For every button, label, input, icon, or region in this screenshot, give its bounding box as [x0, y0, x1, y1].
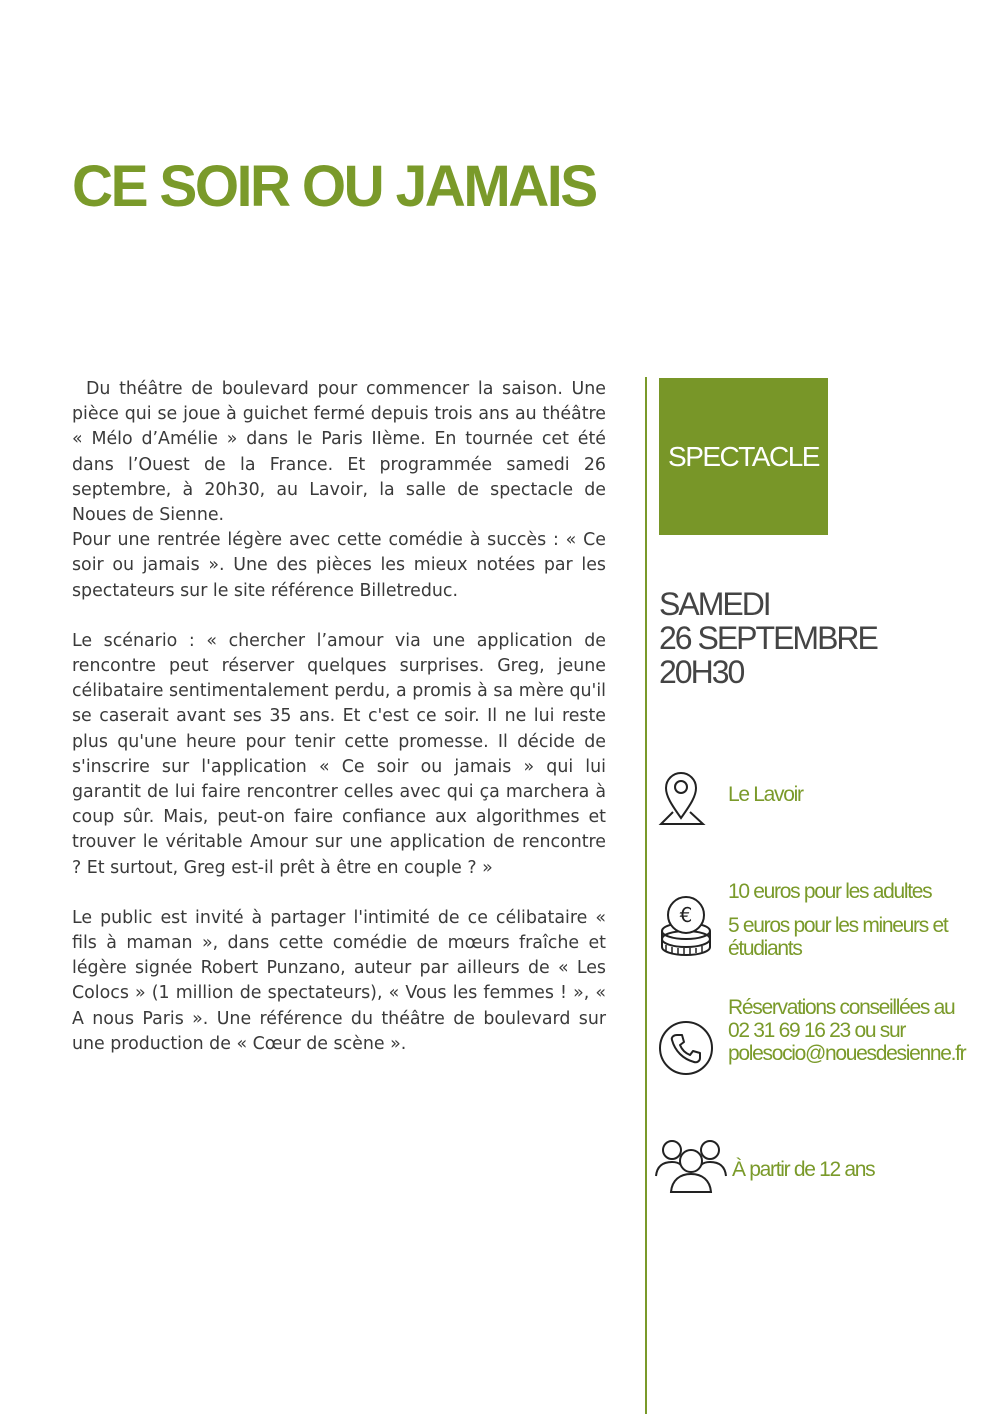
svg-text:€: €: [679, 903, 693, 927]
paragraph-public: Le public est invité à partager l'intimité de ce célibataire « fils à maman », dans cette comédie de mœurs fraîche et légère signée Robert Punzano, auteur par ailleurs de « Les Colocs » (1 million de spectateurs), « Vous les femmes ! », « A nous Paris ». Une référence du théâtre de boulevard sur une production de « Cœur de scène ».: [72, 907, 606, 1054]
price-minors-line-2: étudiants: [728, 937, 802, 960]
map-pin-icon: [658, 766, 706, 830]
paragraph-intro: Du théâtre de boulevard pour commencer la saison. Une pièce qui se joue à guichet fermé depuis trois ans au théâtre « Mélo d’Amélie » dans le Paris IIème. En tournée cet été dans l’Ouest de la France. Et programmée samedi 26 septembre, à 20h30, au Lavoir, la salle de spectacle de Noues de Sienne.: [72, 379, 606, 526]
price-minors-line-1: 5 euros pour les mineurs et: [728, 914, 948, 937]
date-day: SAMEDI: [659, 586, 770, 622]
event-date: [659, 587, 877, 689]
date-month: 26 SEPTEMBRE: [659, 620, 877, 656]
paragraph-rentree: Pour une rentrée légère avec cette comédie à succès : « Ce soir ou jamais ». Une des pièces les mieux notées par les spectateurs sur le site référence Billetreduc.: [72, 530, 606, 601]
reservation-line-1: Réservations conseillées au: [728, 996, 955, 1019]
phone-icon: [658, 1020, 714, 1076]
category-badge: [659, 378, 828, 535]
paragraph-scenario: Le scénario : « chercher l’amour via une application de rencontre peut réserver quelques surprises. Greg, jeune célibataire sentimentalement perdu, a promis à sa mère qu'il se caserait avant ses 35 ans. Et c'est ce soir. Il ne lui reste plus qu'une heure pour tenir cette promesse. Il décide de s'inscrire sur l'application « Ce soir ou jamais » qui lui garantit de lui faire rencontrer celles avec qui ça marchera à coup sûr. Mais, peut-on faire confiance aux algorithmes et trouver le véritable Amour sur une application de rencontre ? Et surtout, Greg est-il prêt à être en couple ? »: [72, 630, 606, 878]
reservation-email: polesocio@nouesdesienne.fr: [728, 1042, 966, 1065]
reservation-phone: 02 31 69 16 23 ou sur: [728, 1019, 906, 1042]
reservation-text: [728, 996, 965, 1065]
article-body: [72, 377, 606, 1057]
category-badge-label: SPECTACLE: [668, 440, 819, 472]
euro-coins-icon: [658, 893, 716, 957]
age-text: À partir de 12 ans: [732, 1158, 875, 1181]
price-minors-text: [728, 914, 947, 960]
location-text: Le Lavoir: [728, 783, 803, 806]
date-time: 20H30: [659, 654, 744, 690]
page-title: CE SOIR OU JAMAIS: [72, 154, 596, 219]
vertical-divider: [645, 377, 647, 1414]
price-adults-text: 10 euros pour les adultes: [728, 880, 932, 903]
group-people-icon: [654, 1136, 728, 1194]
